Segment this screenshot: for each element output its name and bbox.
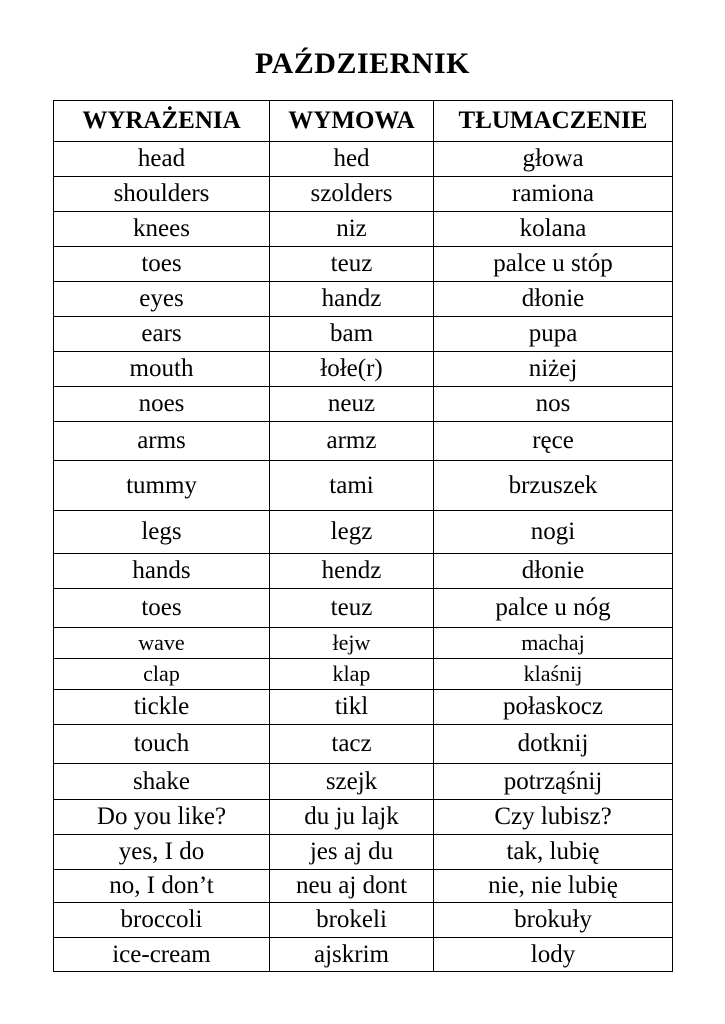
pronunciation-cell: legz (270, 511, 434, 554)
expression-cell: broccoli (54, 903, 270, 938)
table-row (54, 690, 673, 725)
column-header-translation: TŁUMACZENIE (434, 101, 673, 142)
translation-cell: brzuszek (434, 461, 673, 511)
translation-cell: głowa (434, 142, 673, 177)
table-row (54, 554, 673, 589)
table-row (54, 317, 673, 352)
translation-cell: ramiona (434, 177, 673, 212)
translation-cell: pupa (434, 317, 673, 352)
translation-cell: brokuły (434, 903, 673, 938)
table-row (54, 212, 673, 247)
pronunciation-cell: armz (270, 422, 434, 461)
pronunciation-cell: tacz (270, 725, 434, 764)
translation-cell: Czy lubisz? (434, 800, 673, 835)
expression-cell: toes (54, 247, 270, 282)
table-row (54, 177, 673, 212)
expression-cell: clap (54, 659, 270, 690)
expression-cell: knees (54, 212, 270, 247)
pronunciation-cell: niz (270, 212, 434, 247)
pronunciation-cell: handz (270, 282, 434, 317)
translation-cell: palce u nóg (434, 589, 673, 628)
table-row (54, 247, 673, 282)
column-header-pronunciation: WYMOWA (270, 101, 434, 142)
table-row (54, 387, 673, 422)
page-title: PAŹDZIERNIK (255, 47, 470, 80)
table-row (54, 282, 673, 317)
table-row (54, 142, 673, 177)
translation-cell: połaskocz (434, 690, 673, 725)
table-row (54, 461, 673, 511)
translation-cell: kolana (434, 212, 673, 247)
table-row (54, 628, 673, 659)
translation-cell: nie, nie lubię (434, 870, 673, 903)
table-row (54, 835, 673, 870)
table-row (54, 903, 673, 938)
pronunciation-cell: hed (270, 142, 434, 177)
pronunciation-cell: teuz (270, 247, 434, 282)
table-header-row (54, 101, 673, 142)
pronunciation-cell: teuz (270, 589, 434, 628)
expression-cell: tickle (54, 690, 270, 725)
table-body (54, 142, 673, 972)
table-row (54, 870, 673, 903)
expression-cell: yes, I do (54, 835, 270, 870)
translation-cell: nos (434, 387, 673, 422)
pronunciation-cell: ajskrim (270, 938, 434, 972)
pronunciation-cell: jes aj du (270, 835, 434, 870)
table-row (54, 352, 673, 387)
expression-cell: ice-cream (54, 938, 270, 972)
translation-cell: palce u stóp (434, 247, 673, 282)
pronunciation-cell: neuz (270, 387, 434, 422)
expression-cell: eyes (54, 282, 270, 317)
expression-cell: no, I don’t (54, 870, 270, 903)
expression-cell: head (54, 142, 270, 177)
translation-cell: ręce (434, 422, 673, 461)
pronunciation-cell: du ju lajk (270, 800, 434, 835)
expression-cell: ears (54, 317, 270, 352)
table-row (54, 422, 673, 461)
translation-cell: dłonie (434, 282, 673, 317)
translation-cell: potrząśnij (434, 764, 673, 800)
expression-cell: toes (54, 589, 270, 628)
expression-cell: tummy (54, 461, 270, 511)
translation-cell: nogi (434, 511, 673, 554)
pronunciation-cell: tikl (270, 690, 434, 725)
expression-cell: legs (54, 511, 270, 554)
translation-cell: lody (434, 938, 673, 972)
table-row (54, 659, 673, 690)
pronunciation-cell: klap (270, 659, 434, 690)
expression-cell: shake (54, 764, 270, 800)
pronunciation-cell: brokeli (270, 903, 434, 938)
translation-cell: niżej (434, 352, 673, 387)
pronunciation-cell: szolders (270, 177, 434, 212)
translation-cell: klaśnij (434, 659, 673, 690)
expression-cell: touch (54, 725, 270, 764)
expression-cell: arms (54, 422, 270, 461)
expression-cell: shoulders (54, 177, 270, 212)
pronunciation-cell: łołe(r) (270, 352, 434, 387)
translation-cell: tak, lubię (434, 835, 673, 870)
table-row (54, 800, 673, 835)
pronunciation-cell: szejk (270, 764, 434, 800)
translation-cell: dotknij (434, 725, 673, 764)
expression-cell: hands (54, 554, 270, 589)
pronunciation-cell: bam (270, 317, 434, 352)
table-row (54, 511, 673, 554)
vocabulary-table (53, 100, 673, 972)
pronunciation-cell: tami (270, 461, 434, 511)
translation-cell: dłonie (434, 554, 673, 589)
column-header-expressions: WYRAŻENIA (54, 101, 270, 142)
expression-cell: Do you like? (54, 800, 270, 835)
pronunciation-cell: neu aj dont (270, 870, 434, 903)
expression-cell: mouth (54, 352, 270, 387)
pronunciation-cell: hendz (270, 554, 434, 589)
table-row (54, 589, 673, 628)
table-row (54, 725, 673, 764)
expression-cell: noes (54, 387, 270, 422)
pronunciation-cell: łejw (270, 628, 434, 659)
expression-cell: wave (54, 628, 270, 659)
table-row (54, 764, 673, 800)
translation-cell: machaj (434, 628, 673, 659)
table-row (54, 938, 673, 972)
